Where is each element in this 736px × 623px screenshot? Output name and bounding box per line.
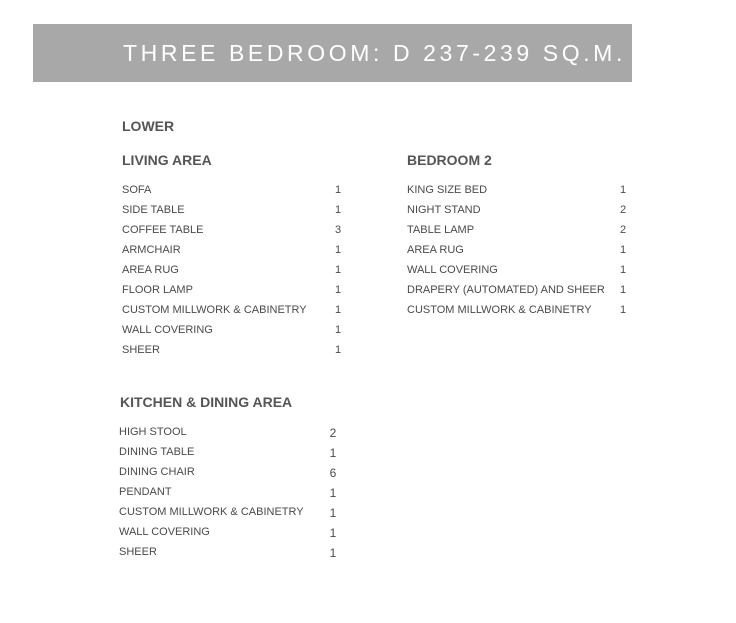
list-item xyxy=(119,506,349,526)
item-name: CUSTOM MILLWORK & CABINETRY xyxy=(122,304,307,316)
item-quantity: 3 xyxy=(334,224,342,236)
section-title-living: LIVING AREA xyxy=(122,152,212,168)
item-name: PENDANT xyxy=(119,486,172,498)
section-title-bedroom2: BEDROOM 2 xyxy=(407,152,492,168)
item-quantity: 2 xyxy=(329,426,337,440)
item-name: SHEER xyxy=(119,546,157,558)
item-name: SHEER xyxy=(122,344,160,356)
item-name: KING SIZE BED xyxy=(407,184,488,196)
item-name: DRAPERY (AUTOMATED) AND SHEER xyxy=(407,284,605,296)
item-quantity: 1 xyxy=(334,304,342,316)
floor-label: LOWER xyxy=(122,118,175,134)
item-quantity: 1 xyxy=(329,526,337,540)
list-item xyxy=(119,546,349,566)
list-item xyxy=(407,264,637,284)
list-item xyxy=(119,426,349,446)
list-item xyxy=(122,344,352,364)
item-name: SIDE TABLE xyxy=(122,204,185,216)
item-quantity: 6 xyxy=(329,466,337,480)
item-name: COFFEE TABLE xyxy=(122,224,204,236)
page-title: THREE BEDROOM: D 237-239 SQ.M. xyxy=(123,40,626,66)
item-name: WALL COVERING xyxy=(119,526,210,538)
item-quantity: 1 xyxy=(329,506,337,520)
list-item xyxy=(407,244,637,264)
item-quantity: 1 xyxy=(334,324,342,336)
item-name: SOFA xyxy=(122,184,152,196)
item-quantity: 1 xyxy=(334,204,342,216)
item-name: HIGH STOOL xyxy=(119,426,187,438)
list-item xyxy=(122,264,352,284)
item-quantity: 2 xyxy=(619,224,627,236)
item-name: TABLE LAMP xyxy=(407,224,475,236)
list-item xyxy=(119,486,349,506)
item-quantity: 1 xyxy=(619,184,627,196)
item-quantity: 1 xyxy=(334,184,342,196)
kitchen-dining-list xyxy=(119,426,349,566)
list-item xyxy=(407,224,637,244)
item-name: NIGHT STAND xyxy=(407,204,481,216)
list-item xyxy=(122,304,352,324)
list-item xyxy=(122,224,352,244)
list-item xyxy=(122,184,352,204)
list-item xyxy=(122,204,352,224)
item-quantity: 1 xyxy=(329,486,337,500)
item-name: FLOOR LAMP xyxy=(122,284,193,296)
item-quantity: 1 xyxy=(619,264,627,276)
item-name: ARMCHAIR xyxy=(122,244,181,256)
item-quantity: 1 xyxy=(619,284,627,296)
item-quantity: 1 xyxy=(329,446,337,460)
item-name: AREA RUG xyxy=(122,264,179,276)
item-quantity: 1 xyxy=(334,284,342,296)
list-item xyxy=(407,284,637,304)
item-quantity: 1 xyxy=(329,546,337,560)
item-quantity: 1 xyxy=(619,304,627,316)
item-name: CUSTOM MILLWORK & CABINETRY xyxy=(119,506,304,518)
list-item xyxy=(119,526,349,546)
item-quantity: 1 xyxy=(334,264,342,276)
list-item xyxy=(407,204,637,224)
item-name: WALL COVERING xyxy=(122,324,213,336)
list-item xyxy=(122,244,352,264)
item-name: WALL COVERING xyxy=(407,264,498,276)
item-name: AREA RUG xyxy=(407,244,464,256)
list-item xyxy=(122,324,352,344)
list-item xyxy=(407,184,637,204)
title-banner xyxy=(33,24,632,82)
item-name: DINING TABLE xyxy=(119,446,195,458)
list-item xyxy=(119,466,349,486)
item-quantity: 1 xyxy=(619,244,627,256)
item-name: DINING CHAIR xyxy=(119,466,195,478)
item-quantity: 2 xyxy=(619,204,627,216)
list-item xyxy=(407,304,637,324)
list-item xyxy=(122,284,352,304)
list-item xyxy=(119,446,349,466)
item-quantity: 1 xyxy=(334,344,342,356)
item-quantity: 1 xyxy=(334,244,342,256)
bedroom-2-list xyxy=(407,184,637,324)
section-title-kitchen: KITCHEN & DINING AREA xyxy=(120,394,293,410)
living-area-list xyxy=(122,184,352,364)
item-name: CUSTOM MILLWORK & CABINETRY xyxy=(407,304,592,316)
